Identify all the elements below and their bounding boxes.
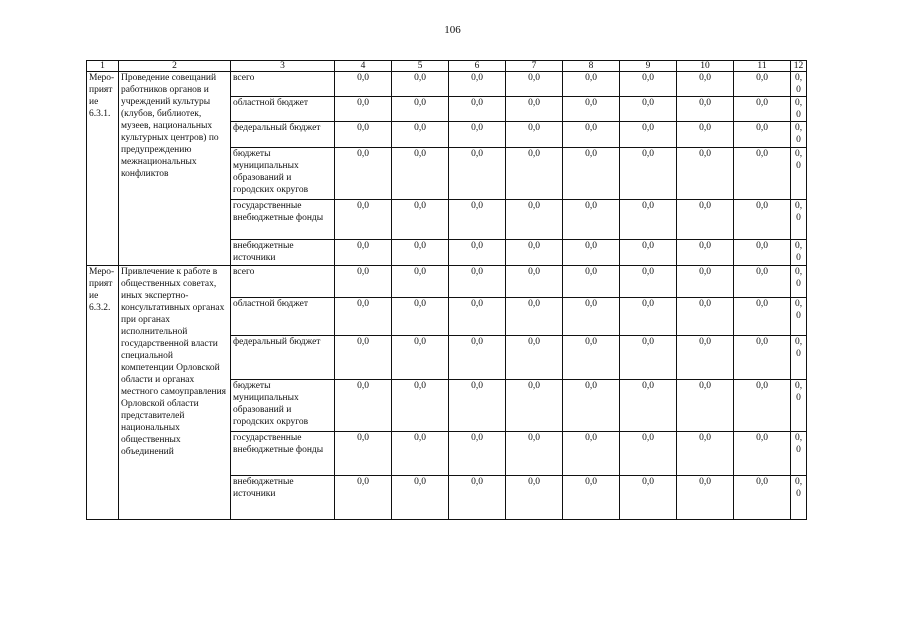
funding-value: 0,0: [791, 476, 807, 520]
table-row: [87, 266, 807, 298]
funding-value: 0,0: [734, 240, 791, 266]
column-header: 4: [335, 61, 392, 72]
measure-number: [87, 266, 119, 520]
funding-source: внебюджетные источники: [231, 476, 335, 520]
funding-source: всего: [231, 266, 335, 298]
measure-number-line: 6.3.2.: [89, 303, 111, 313]
funding-value: 0,0: [392, 476, 449, 520]
funding-value: 0,0: [791, 72, 807, 97]
funding-value: 0,0: [791, 97, 807, 122]
funding-value: 0,0: [791, 380, 807, 432]
measure-number-line: Меро-: [89, 267, 115, 277]
header-row: [87, 61, 807, 72]
funding-value: 0,0: [392, 336, 449, 380]
funding-value: 0,0: [506, 432, 563, 476]
funding-value: 0,0: [563, 72, 620, 97]
funding-source: государственные внебюджетные фонды: [231, 432, 335, 476]
funding-source: бюджеты муниципальных образований и городских округов: [231, 380, 335, 432]
funding-value: 0,0: [506, 336, 563, 380]
column-header: 12: [791, 61, 807, 72]
funding-value: 0,0: [620, 298, 677, 336]
funding-value: 0,0: [506, 298, 563, 336]
funding-value: 0,0: [620, 200, 677, 240]
funding-value: 0,0: [677, 200, 734, 240]
measure-number: [87, 72, 119, 266]
funding-value: 0,0: [335, 240, 392, 266]
funding-value: 0,0: [734, 380, 791, 432]
funding-value: 0,0: [677, 72, 734, 97]
funding-value: 0,0: [506, 266, 563, 298]
funding-value: 0,0: [392, 122, 449, 148]
funding-value: 0,0: [734, 122, 791, 148]
funding-value: 0,0: [392, 380, 449, 432]
funding-value: 0,0: [620, 72, 677, 97]
funding-value: 0,0: [392, 240, 449, 266]
funding-value: 0,0: [506, 476, 563, 520]
measure-description: Проведение совещаний работников органов и учреждений культуры (клубов, библиотек, музеев, национальных культурных центров) по предупреждению межнациональных конфликтов: [119, 72, 231, 266]
funding-value: 0,0: [563, 266, 620, 298]
funding-value: 0,0: [392, 200, 449, 240]
funding-source: областной бюджет: [231, 97, 335, 122]
funding-value: 0,0: [677, 432, 734, 476]
funding-value: 0,0: [506, 72, 563, 97]
funding-value: 0,0: [335, 122, 392, 148]
funding-value: 0,0: [335, 266, 392, 298]
funding-value: 0,0: [620, 476, 677, 520]
column-header: 5: [392, 61, 449, 72]
funding-value: 0,0: [449, 476, 506, 520]
funding-value: 0,0: [563, 298, 620, 336]
funding-source: федеральный бюджет: [231, 122, 335, 148]
funding-value: 0,0: [392, 148, 449, 200]
funding-value: 0,0: [791, 298, 807, 336]
funding-value: 0,0: [791, 266, 807, 298]
funding-value: 0,0: [791, 200, 807, 240]
funding-value: 0,0: [677, 476, 734, 520]
funding-value: 0,0: [734, 148, 791, 200]
table-row: [87, 72, 807, 97]
measure-number-line: приятие: [89, 279, 113, 301]
funding-value: 0,0: [563, 97, 620, 122]
column-header: 10: [677, 61, 734, 72]
funding-value: 0,0: [677, 97, 734, 122]
funding-value: 0,0: [791, 122, 807, 148]
funding-value: 0,0: [506, 200, 563, 240]
funding-value: 0,0: [620, 380, 677, 432]
funding-value: 0,0: [734, 266, 791, 298]
funding-value: 0,0: [620, 336, 677, 380]
funding-value: 0,0: [449, 148, 506, 200]
funding-value: 0,0: [734, 432, 791, 476]
funding-value: 0,0: [563, 336, 620, 380]
funding-value: 0,0: [335, 336, 392, 380]
column-header: 6: [449, 61, 506, 72]
funding-value: 0,0: [335, 97, 392, 122]
funding-value: 0,0: [335, 298, 392, 336]
funding-value: 0,0: [335, 432, 392, 476]
column-header: 11: [734, 61, 791, 72]
funding-value: 0,0: [791, 240, 807, 266]
funding-value: 0,0: [677, 336, 734, 380]
funding-value: 0,0: [791, 432, 807, 476]
funding-value: 0,0: [392, 298, 449, 336]
funding-value: 0,0: [563, 148, 620, 200]
funding-value: 0,0: [563, 122, 620, 148]
funding-value: 0,0: [449, 266, 506, 298]
funding-value: 0,0: [335, 380, 392, 432]
funding-value: 0,0: [335, 476, 392, 520]
funding-value: 0,0: [506, 97, 563, 122]
funding-value: 0,0: [449, 336, 506, 380]
funding-value: 0,0: [734, 298, 791, 336]
funding-value: 0,0: [563, 240, 620, 266]
funding-value: 0,0: [620, 266, 677, 298]
funding-value: 0,0: [449, 122, 506, 148]
funding-value: 0,0: [791, 148, 807, 200]
page-number: 106: [444, 24, 461, 36]
funding-value: 0,0: [449, 432, 506, 476]
funding-value: 0,0: [392, 72, 449, 97]
funding-value: 0,0: [563, 200, 620, 240]
funding-source: внебюджетные источники: [231, 240, 335, 266]
column-header: 2: [119, 61, 231, 72]
funding-value: 0,0: [449, 380, 506, 432]
funding-value: 0,0: [563, 432, 620, 476]
funding-value: 0,0: [677, 122, 734, 148]
funding-table: [86, 60, 807, 520]
funding-value: 0,0: [677, 298, 734, 336]
funding-value: 0,0: [734, 97, 791, 122]
measure-number-line: приятие: [89, 85, 113, 107]
funding-value: 0,0: [506, 148, 563, 200]
funding-value: 0,0: [392, 266, 449, 298]
funding-value: 0,0: [677, 148, 734, 200]
funding-value: 0,0: [734, 336, 791, 380]
funding-value: 0,0: [734, 200, 791, 240]
measure-number-line: Меро-: [89, 73, 115, 83]
measure-description: Привлечение к работе в общественных советах, иных экспертно-консультативных органах при органах исполнительной государственной власти специальной компетенции Орловской области и органах местного самоуправления Орловской области представителей национальных общественных объединений: [119, 266, 231, 520]
column-header: 8: [563, 61, 620, 72]
funding-source: бюджеты муниципальных образований и городских округов: [231, 148, 335, 200]
funding-value: 0,0: [677, 240, 734, 266]
column-header: 7: [506, 61, 563, 72]
funding-value: 0,0: [620, 432, 677, 476]
funding-value: 0,0: [620, 240, 677, 266]
funding-value: 0,0: [335, 148, 392, 200]
column-header: 3: [231, 61, 335, 72]
funding-value: 0,0: [620, 97, 677, 122]
funding-value: 0,0: [563, 476, 620, 520]
funding-value: 0,0: [506, 380, 563, 432]
funding-value: 0,0: [449, 200, 506, 240]
measure-number-line: 6.3.1.: [89, 109, 111, 119]
funding-value: 0,0: [449, 298, 506, 336]
funding-value: 0,0: [734, 476, 791, 520]
funding-source: федеральный бюджет: [231, 336, 335, 380]
funding-value: 0,0: [563, 380, 620, 432]
funding-source: областной бюджет: [231, 298, 335, 336]
funding-value: 0,0: [734, 72, 791, 97]
funding-value: 0,0: [677, 380, 734, 432]
column-header: 9: [620, 61, 677, 72]
funding-value: 0,0: [449, 240, 506, 266]
column-header: 1: [87, 61, 119, 72]
funding-value: 0,0: [506, 122, 563, 148]
funding-value: 0,0: [677, 266, 734, 298]
funding-value: 0,0: [506, 240, 563, 266]
funding-value: 0,0: [335, 200, 392, 240]
funding-value: 0,0: [335, 72, 392, 97]
funding-value: 0,0: [791, 336, 807, 380]
funding-value: 0,0: [449, 97, 506, 122]
funding-source: всего: [231, 72, 335, 97]
funding-value: 0,0: [620, 148, 677, 200]
funding-value: 0,0: [620, 122, 677, 148]
funding-source: государственные внебюджетные фонды: [231, 200, 335, 240]
funding-value: 0,0: [392, 432, 449, 476]
funding-value: 0,0: [449, 72, 506, 97]
funding-value: 0,0: [392, 97, 449, 122]
